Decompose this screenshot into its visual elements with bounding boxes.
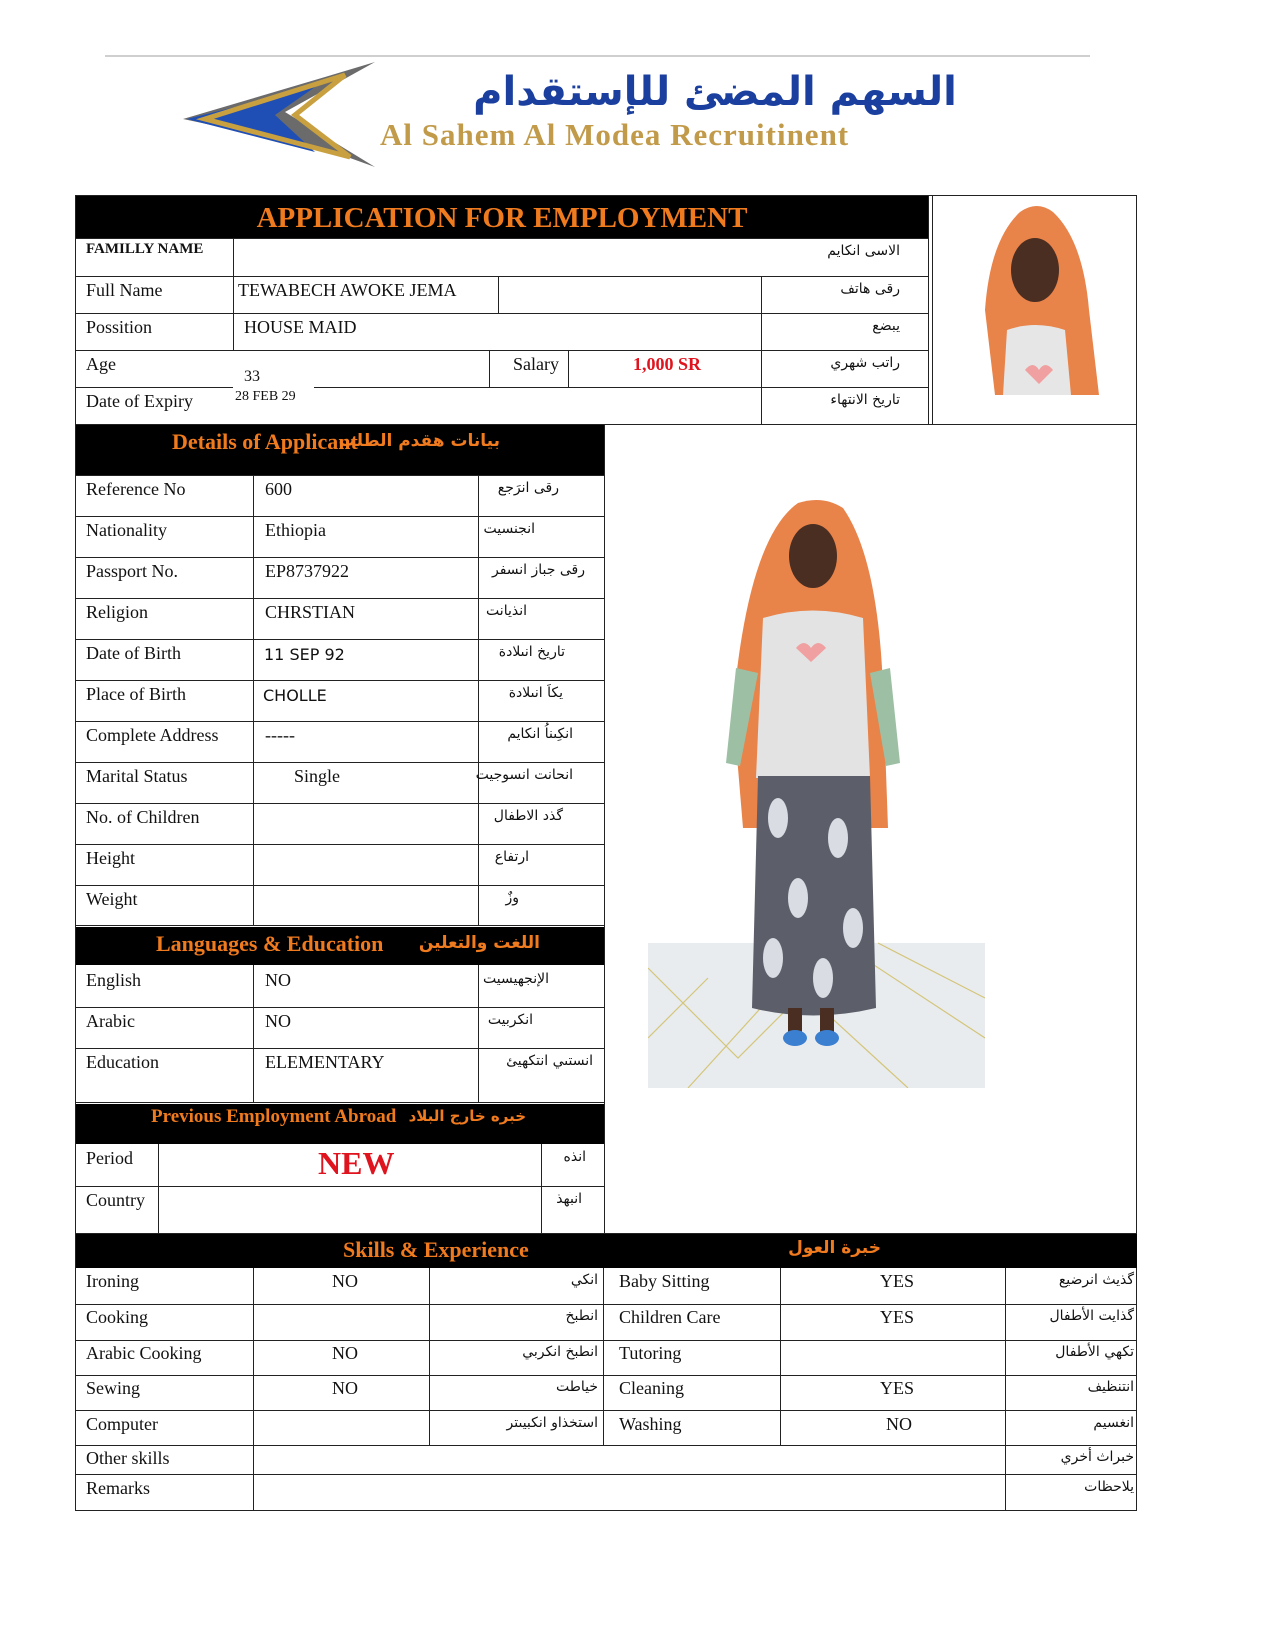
language-label: Arabic [86,1011,135,1031]
language-value: NO [265,1011,291,1031]
details-title-bar [76,425,604,475]
education-label: Education [86,1052,159,1072]
skill-label: Washing [619,1414,682,1434]
skill-value: NO [332,1343,358,1363]
detail-value: ----- [265,725,295,745]
detail-label: Weight [86,889,138,909]
detail-arabic: رقى جباز انسفر [491,562,585,578]
family-name-arabic: الاسى انكايم [827,243,900,259]
detail-label: Nationality [86,520,167,540]
detail-value: 600 [265,479,292,499]
detail-arabic: انحانت انسوجيت [475,767,573,783]
position-value: HOUSE MAID [244,317,357,337]
previous-title-bar [76,1104,604,1144]
languages-title-bar [76,927,604,965]
position-arabic: يبضع [872,318,900,334]
skills-title-arabic: خبرة العول [788,1238,881,1258]
logo-arabic-text: السهم المضئ للإستقدام [473,69,957,115]
detail-value: EP8737922 [265,561,350,581]
skill-value: NO [332,1378,358,1398]
detail-arabic: ارتفاع [494,849,529,865]
skills-title-bar [76,1234,1137,1268]
skill-label: Cleaning [619,1378,684,1398]
skill-label: Arabic Cooking [86,1343,202,1363]
skill-label: Children Care [619,1307,721,1327]
languages-title: Languages & Education [156,931,384,956]
applicant-headshot [965,200,1105,395]
skill-value: YES [880,1378,915,1398]
languages-title-arabic: اللغت والتعلين [418,933,540,953]
full-name-value: TEWABECH AWOKE JEMA [238,280,457,300]
remarks-arabic: يلاحظات [1084,1479,1134,1495]
full-name-arabic: رقى هاتف [840,281,900,297]
detail-arabic: انجنسيت [483,521,535,537]
skill-label: Tutoring [619,1343,682,1363]
skill-label: Computer [86,1414,158,1434]
detail-label: Marital Status [86,766,188,786]
skill-label: Sewing [86,1378,140,1398]
skill-arabic: گذايت الأطفال [1049,1308,1134,1324]
skill-value: YES [880,1307,915,1327]
age-label: Age [86,354,116,374]
country-label: Country [86,1190,146,1210]
details-title-arabic: بيانات هقدم الطلب [338,431,500,451]
skill-label: Ironing [86,1271,139,1291]
skill-value: NO [886,1414,912,1434]
skill-arabic: انكي [570,1272,598,1288]
age-value: 33 [244,368,260,385]
skill-value: NO [332,1271,358,1291]
other-skills-label: Other skills [86,1448,170,1468]
skill-arabic: استخذاو انكبيىتر [506,1415,598,1431]
detail-arabic: انكِىناُ انكايم [507,726,573,742]
education-arabic: انستىي انتكهيئ [506,1053,593,1069]
period-arabic: انذه [563,1149,586,1165]
detail-arabic: گذد الاطفال [493,808,563,824]
detail-value: 11 SEP 92 [264,645,345,664]
expiry-label: Date of Expiry [86,391,193,411]
language-label: English [86,970,142,990]
detail-value: Ethiopia [265,520,326,540]
detail-value: Single [294,766,341,786]
previous-title-arabic: خبره خارج البلاد [408,1107,526,1125]
logo-english-text: Al Sahem Al Modea Recruitinent [380,117,850,152]
detail-arabic: رقى انرَجع [497,480,559,496]
arrow-logo-icon [175,57,375,167]
detail-label: Date of Birth [86,643,181,663]
detail-arabic: انذيانت [486,603,527,619]
form-title: APPLICATION FOR EMPLOYMENT [256,202,748,234]
skills-title: Skills & Experience [343,1237,529,1262]
previous-title: Previous Employment Abroad [151,1106,397,1127]
detail-value: CHRSTIAN [265,602,356,622]
skill-arabic: انطبخ انكربي [522,1344,598,1360]
detail-value: CHOLLE [263,686,327,705]
detail-label: No. of Children [86,807,200,827]
skill-label: Cooking [86,1307,149,1327]
other-skills-arabic: خبراث أخري [1060,1449,1134,1465]
skill-arabic: تكهي الأطفال [1055,1344,1134,1360]
language-arabic: انكربيت [487,1012,533,1028]
skill-arabic: انطبخ [565,1308,598,1324]
detail-arabic: وزٌ [505,890,519,906]
form-title-bar [76,196,928,238]
skill-label: Baby Sitting [619,1271,710,1291]
position-label: Possition [86,317,153,337]
skill-arabic: انتنظيف [1087,1379,1134,1395]
language-arabic: الإنجهيسيت [483,971,549,987]
remarks-label: Remarks [86,1478,150,1498]
skill-value: YES [880,1271,915,1291]
salary-arabic: راتب شهري [830,355,900,371]
expiry-value: 28 FEB 29 [235,389,296,404]
detail-label: Reference No [86,479,186,499]
expiry-arabic: تاريخ الانتهاء [830,392,900,408]
skill-arabic: انغسيم [1093,1415,1134,1431]
detail-label: Place of Birth [86,684,186,704]
company-logo [105,55,1090,169]
detail-label: Passport No. [86,561,179,581]
detail-arabic: تاريخ انىلادة [498,644,565,660]
full-name-label: Full Name [86,280,163,300]
detail-arabic: يكاَ انىلادة [508,685,563,701]
skill-arabic: خياطت [555,1379,598,1395]
country-arabic: انبهذ [556,1191,582,1207]
detail-label: Height [86,848,135,868]
salary-value: 1,000 SR [633,354,702,374]
detail-label: Complete Address [86,725,219,745]
period-label: Period [86,1148,133,1168]
detail-label: Religion [86,602,148,622]
education-value: ELEMENTARY [265,1052,385,1072]
details-title: Details of Applicant [172,429,358,454]
language-value: NO [265,970,291,990]
new-status: NEW [318,1145,395,1181]
applicant-full-photo [648,498,985,1088]
salary-label: Salary [513,354,559,374]
skill-arabic: گذيث انرضيع [1058,1272,1134,1288]
family-name-label: FAMILLY NAME [86,241,204,257]
